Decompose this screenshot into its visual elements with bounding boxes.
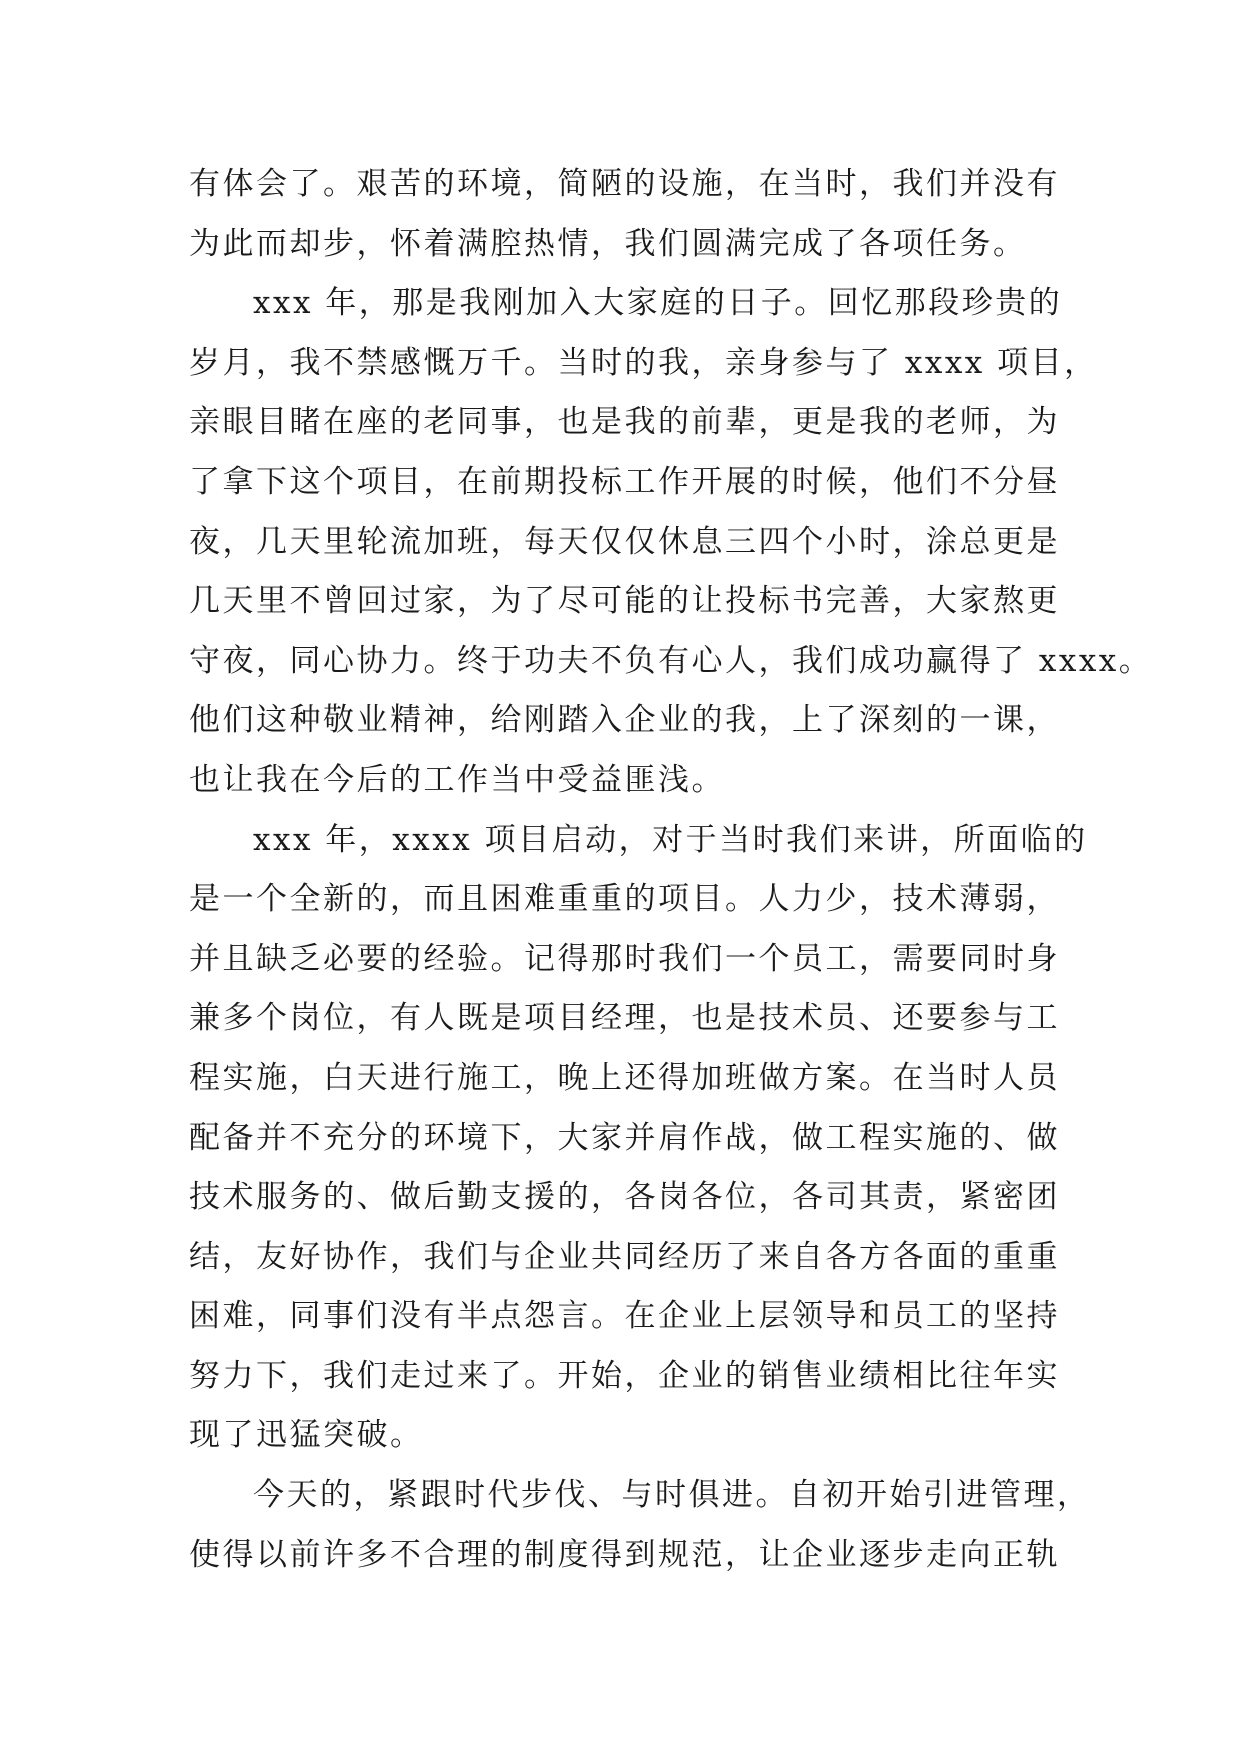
paragraph-2: [189, 274, 1153, 810]
text-line: 也让我在今后的工作当中受益匪浅。: [189, 761, 725, 798]
text-line: 配备并不充分的环境下，大家并肩作战，做工程实施的、做: [189, 1119, 1060, 1156]
text-line: 夜，几天里轮流加班，每天仅仅休息三四个小时，涂总更是: [189, 523, 1060, 560]
text-line: 他们这种敬业精神，给刚踏入企业的我，上了深刻的一课，: [189, 702, 1060, 739]
text-line: 困难，同事们没有半点怨言。在企业上层领导和员工的坚持: [189, 1298, 1060, 1335]
text-line: xxx 年，那是我刚加入大家庭的日子。回忆那段珍贵的: [253, 285, 1063, 322]
paragraph-3: [189, 811, 1088, 1467]
paragraph-1: [189, 155, 1060, 274]
text-line: 有体会了。艰苦的环境，简陋的设施，在当时，我们并没有: [189, 166, 1060, 202]
text-line: 守夜，同心协力。终于功夫不负有心人，我们成功赢得了 xxxx。: [189, 642, 1153, 679]
text-line: 是一个全新的，而且困难重重的项目。人力少，技术薄弱，: [189, 881, 1060, 918]
text-line: 程实施，白天进行施工，晚上还得加班做方案。在当时人员: [189, 1059, 1060, 1096]
text-line: 为此而却步，怀着满腔热情，我们圆满完成了各项任务。: [189, 225, 1027, 262]
text-line: 了拿下这个项目，在前期投标工作开展的时候，他们不分昼: [189, 463, 1060, 500]
paragraph-4: [189, 1466, 1091, 1585]
text-line: 结，友好协作，我们与企业共同经历了来自各方各面的重重: [189, 1238, 1060, 1275]
text-line: xxx 年，xxxx 项目启动，对于当时我们来讲，所面临的: [253, 821, 1088, 858]
text-line: 亲眼目睹在座的老同事，也是我的前辈，更是我的老师，为: [189, 404, 1060, 441]
text-line: 今天的，紧跟时代步伐、与时俱进。自初开始引进管理，: [253, 1477, 1091, 1514]
text-line: 岁月，我不禁感慨万千。当时的我，亲身参与了 xxxx 项目，: [189, 344, 1098, 381]
text-line: 努力下，我们走过来了。开始，企业的销售业绩相比往年实: [189, 1357, 1060, 1394]
text-line: 几天里不曾回过家，为了尽可能的让投标书完善，大家熬更: [189, 583, 1060, 620]
text-line: 兼多个岗位，有人既是项目经理，也是技术员、还要参与工: [189, 1000, 1060, 1037]
text-line: 现了迅猛突破。: [189, 1417, 424, 1454]
text-line: 使得以前许多不合理的制度得到规范，让企业逐步走向正轨: [189, 1536, 1060, 1573]
document-body: [189, 155, 1153, 1585]
text-line: 技术服务的、做后勤支援的，各岗各位，各司其责，紧密团: [189, 1179, 1060, 1216]
text-line: 并且缺乏必要的经验。记得那时我们一个员工，需要同时身: [189, 940, 1060, 977]
